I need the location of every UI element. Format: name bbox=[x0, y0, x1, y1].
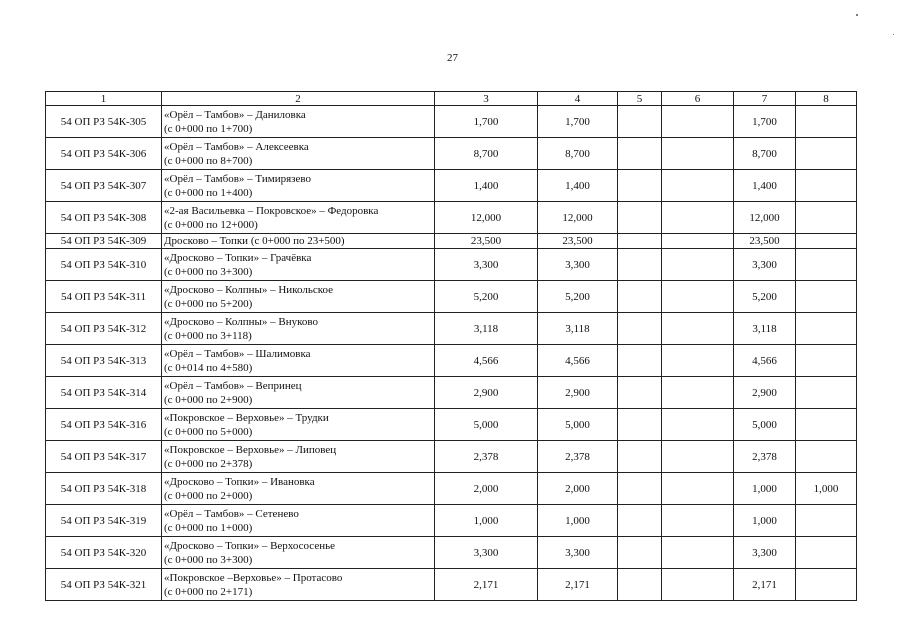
value-cell-c7: 2,378 bbox=[734, 441, 796, 473]
road-code-cell: 54 ОП РЗ 54К-306 bbox=[46, 138, 162, 170]
road-name-cell bbox=[162, 537, 435, 569]
page-number: 27 bbox=[447, 52, 458, 64]
road-name-cell bbox=[162, 313, 435, 345]
column-header: 4 bbox=[538, 92, 618, 106]
road-range-line: (с 0+000 по 1+000) bbox=[164, 521, 253, 534]
value-cell-c6 bbox=[662, 202, 734, 234]
road-name-cell bbox=[162, 441, 435, 473]
value-cell-c6 bbox=[662, 138, 734, 170]
value-cell-c3: 2,378 bbox=[435, 441, 538, 473]
value-cell-c7: 23,500 bbox=[734, 234, 796, 249]
road-name-line: Дросково – Топки (с 0+000 по 23+500) bbox=[164, 235, 345, 247]
value-cell-c5 bbox=[618, 281, 662, 313]
value-cell-c3: 12,000 bbox=[435, 202, 538, 234]
scan-speck bbox=[856, 14, 858, 16]
road-range-line: (с 0+000 по 12+000) bbox=[164, 218, 258, 231]
road-name-line: «2-ая Васильевка – Покровское» – Федоровка bbox=[164, 204, 379, 217]
value-cell-c3: 2,000 bbox=[435, 473, 538, 505]
road-name-cell bbox=[162, 106, 435, 138]
value-cell-c6 bbox=[662, 313, 734, 345]
table-row bbox=[46, 569, 857, 601]
road-name-line: «Дросково – Топки» – Верхососенье bbox=[164, 539, 335, 552]
value-cell-c3: 5,200 bbox=[435, 281, 538, 313]
value-cell-c6 bbox=[662, 249, 734, 281]
value-cell-c7: 1,000 bbox=[734, 505, 796, 537]
value-cell-c7: 8,700 bbox=[734, 138, 796, 170]
table-row bbox=[46, 345, 857, 377]
road-range-line: (с 0+000 по 8+700) bbox=[164, 154, 253, 167]
value-cell-c3: 4,566 bbox=[435, 345, 538, 377]
value-cell-c5 bbox=[618, 106, 662, 138]
road-name-cell bbox=[162, 234, 435, 249]
value-cell-c8 bbox=[796, 138, 857, 170]
column-header: 2 bbox=[162, 92, 435, 106]
value-cell-c4: 3,300 bbox=[538, 537, 618, 569]
value-cell-c3: 3,300 bbox=[435, 249, 538, 281]
road-code-cell: 54 ОП РЗ 54К-309 bbox=[46, 234, 162, 249]
road-name-line: «Орёл – Тамбов» – Алексеевка bbox=[164, 140, 309, 153]
value-cell-c6 bbox=[662, 569, 734, 601]
road-code-cell: 54 ОП РЗ 54К-312 bbox=[46, 313, 162, 345]
roads-table bbox=[45, 91, 857, 601]
value-cell-c4: 1,400 bbox=[538, 170, 618, 202]
header-row bbox=[46, 92, 857, 106]
value-cell-c4: 2,378 bbox=[538, 441, 618, 473]
value-cell-c8 bbox=[796, 409, 857, 441]
road-name-line: «Дросково – Топки» – Ивановка bbox=[164, 475, 315, 488]
value-cell-c8 bbox=[796, 234, 857, 249]
road-name-line: «Орёл – Тамбов» – Тимирязево bbox=[164, 172, 311, 185]
value-cell-c3: 8,700 bbox=[435, 138, 538, 170]
table-row bbox=[46, 313, 857, 345]
road-range-line: (с 0+000 по 3+118) bbox=[164, 329, 252, 342]
table-row bbox=[46, 473, 857, 505]
value-cell-c6 bbox=[662, 409, 734, 441]
value-cell-c5 bbox=[618, 170, 662, 202]
road-range-line: (с 0+000 по 2+900) bbox=[164, 393, 253, 406]
value-cell-c6 bbox=[662, 377, 734, 409]
value-cell-c3: 3,300 bbox=[435, 537, 538, 569]
road-name-cell bbox=[162, 569, 435, 601]
column-header: 1 bbox=[46, 92, 162, 106]
column-header: 7 bbox=[734, 92, 796, 106]
road-range-line: (с 0+000 по 2+000) bbox=[164, 489, 253, 502]
value-cell-c4: 3,300 bbox=[538, 249, 618, 281]
value-cell-c5 bbox=[618, 505, 662, 537]
value-cell-c5 bbox=[618, 569, 662, 601]
value-cell-c4: 3,118 bbox=[538, 313, 618, 345]
road-name-line: «Орёл – Тамбов» – Шалимовка bbox=[164, 347, 311, 360]
road-code-cell: 54 ОП РЗ 54К-317 bbox=[46, 441, 162, 473]
value-cell-c3: 1,000 bbox=[435, 505, 538, 537]
value-cell-c5 bbox=[618, 202, 662, 234]
value-cell-c8 bbox=[796, 377, 857, 409]
value-cell-c6 bbox=[662, 473, 734, 505]
road-range-line: (с 0+014 по 4+580) bbox=[164, 361, 253, 374]
road-name-line: «Покровское – Верховье» – Трудки bbox=[164, 411, 329, 424]
value-cell-c7: 1,000 bbox=[734, 473, 796, 505]
column-header: 3 bbox=[435, 92, 538, 106]
road-name-line: «Орёл – Тамбов» – Вепринец bbox=[164, 379, 302, 392]
value-cell-c8 bbox=[796, 313, 857, 345]
road-range-line: (с 0+000 по 3+300) bbox=[164, 553, 253, 566]
value-cell-c8 bbox=[796, 202, 857, 234]
value-cell-c8 bbox=[796, 441, 857, 473]
road-code-cell: 54 ОП РЗ 54К-310 bbox=[46, 249, 162, 281]
value-cell-c8 bbox=[796, 249, 857, 281]
road-code-cell: 54 ОП РЗ 54К-320 bbox=[46, 537, 162, 569]
value-cell-c4: 2,900 bbox=[538, 377, 618, 409]
value-cell-c4: 5,000 bbox=[538, 409, 618, 441]
road-code-cell: 54 ОП РЗ 54К-305 bbox=[46, 106, 162, 138]
value-cell-c3: 2,900 bbox=[435, 377, 538, 409]
table-row bbox=[46, 505, 857, 537]
road-name-line: «Покровское – Верховье» – Липовец bbox=[164, 443, 337, 456]
column-header: 8 bbox=[796, 92, 857, 106]
road-name-cell bbox=[162, 505, 435, 537]
road-range-line: (с 0+000 по 1+400) bbox=[164, 186, 253, 199]
value-cell-c4: 23,500 bbox=[538, 234, 618, 249]
value-cell-c8 bbox=[796, 106, 857, 138]
value-cell-c6 bbox=[662, 537, 734, 569]
table-row bbox=[46, 170, 857, 202]
value-cell-c5 bbox=[618, 345, 662, 377]
value-cell-c6 bbox=[662, 441, 734, 473]
value-cell-c6 bbox=[662, 505, 734, 537]
value-cell-c4: 2,000 bbox=[538, 473, 618, 505]
value-cell-c4: 4,566 bbox=[538, 345, 618, 377]
value-cell-c4: 8,700 bbox=[538, 138, 618, 170]
value-cell-c5 bbox=[618, 377, 662, 409]
value-cell-c5 bbox=[618, 234, 662, 249]
road-range-line: (с 0+000 по 2+171) bbox=[164, 585, 253, 598]
value-cell-c4: 5,200 bbox=[538, 281, 618, 313]
table-row bbox=[46, 537, 857, 569]
value-cell-c5 bbox=[618, 537, 662, 569]
table-row bbox=[46, 377, 857, 409]
road-name-line: «Дросково – Топки» – Грачёвка bbox=[164, 251, 312, 264]
value-cell-c7: 1,700 bbox=[734, 106, 796, 138]
road-range-line: (с 0+000 по 5+200) bbox=[164, 297, 253, 310]
road-code-cell: 54 ОП РЗ 54К-319 bbox=[46, 505, 162, 537]
table-row bbox=[46, 202, 857, 234]
road-range-line: (с 0+000 по 3+300) bbox=[164, 265, 253, 278]
column-header: 5 bbox=[618, 92, 662, 106]
road-code-cell: 54 ОП РЗ 54К-316 bbox=[46, 409, 162, 441]
road-name-cell bbox=[162, 377, 435, 409]
value-cell-c3: 1,400 bbox=[435, 170, 538, 202]
value-cell-c4: 2,171 bbox=[538, 569, 618, 601]
table-row bbox=[46, 441, 857, 473]
value-cell-c7: 3,300 bbox=[734, 537, 796, 569]
road-name-cell bbox=[162, 409, 435, 441]
value-cell-c6 bbox=[662, 345, 734, 377]
road-range-line: (с 0+000 по 5+000) bbox=[164, 425, 253, 438]
value-cell-c5 bbox=[618, 441, 662, 473]
value-cell-c8 bbox=[796, 537, 857, 569]
value-cell-c7: 3,300 bbox=[734, 249, 796, 281]
road-code-cell: 54 ОП РЗ 54К-311 bbox=[46, 281, 162, 313]
value-cell-c7: 5,000 bbox=[734, 409, 796, 441]
road-name-line: «Орёл – Тамбов» – Сетенево bbox=[164, 507, 299, 520]
value-cell-c8 bbox=[796, 345, 857, 377]
road-name-line: «Дросково – Колпны» – Никольское bbox=[164, 283, 334, 296]
value-cell-c6 bbox=[662, 281, 734, 313]
road-range-line: (с 0+000 по 2+378) bbox=[164, 457, 253, 470]
road-name-cell bbox=[162, 249, 435, 281]
road-name-cell bbox=[162, 170, 435, 202]
value-cell-c6 bbox=[662, 234, 734, 249]
road-code-cell: 54 ОП РЗ 54К-307 bbox=[46, 170, 162, 202]
road-code-cell: 54 ОП РЗ 54К-314 bbox=[46, 377, 162, 409]
road-name-line: «Дросково – Колпны» – Внуково bbox=[164, 315, 318, 328]
road-code-cell: 54 ОП РЗ 54К-321 bbox=[46, 569, 162, 601]
table-row bbox=[46, 234, 857, 249]
value-cell-c7: 12,000 bbox=[734, 202, 796, 234]
value-cell-c3: 5,000 bbox=[435, 409, 538, 441]
table-row bbox=[46, 409, 857, 441]
table-row bbox=[46, 138, 857, 170]
value-cell-c5 bbox=[618, 138, 662, 170]
value-cell-c3: 1,700 bbox=[435, 106, 538, 138]
road-name-cell bbox=[162, 473, 435, 505]
value-cell-c5 bbox=[618, 473, 662, 505]
road-code-cell: 54 ОП РЗ 54К-308 bbox=[46, 202, 162, 234]
road-code-cell: 54 ОП РЗ 54К-318 bbox=[46, 473, 162, 505]
value-cell-c8 bbox=[796, 170, 857, 202]
value-cell-c4: 12,000 bbox=[538, 202, 618, 234]
table-row bbox=[46, 106, 857, 138]
value-cell-c5 bbox=[618, 409, 662, 441]
value-cell-c3: 2,171 bbox=[435, 569, 538, 601]
value-cell-c7: 2,171 bbox=[734, 569, 796, 601]
value-cell-c5 bbox=[618, 249, 662, 281]
value-cell-c8: 1,000 bbox=[796, 473, 857, 505]
value-cell-c7: 4,566 bbox=[734, 345, 796, 377]
value-cell-c3: 23,500 bbox=[435, 234, 538, 249]
value-cell-c5 bbox=[618, 313, 662, 345]
road-name-cell bbox=[162, 138, 435, 170]
table-body bbox=[46, 106, 857, 601]
road-range-line: (с 0+000 по 1+700) bbox=[164, 122, 253, 135]
road-name-cell bbox=[162, 281, 435, 313]
road-name-cell bbox=[162, 202, 435, 234]
table-row bbox=[46, 249, 857, 281]
road-code-cell: 54 ОП РЗ 54К-313 bbox=[46, 345, 162, 377]
value-cell-c7: 5,200 bbox=[734, 281, 796, 313]
value-cell-c7: 3,118 bbox=[734, 313, 796, 345]
value-cell-c8 bbox=[796, 505, 857, 537]
value-cell-c4: 1,700 bbox=[538, 106, 618, 138]
table-row bbox=[46, 281, 857, 313]
value-cell-c4: 1,000 bbox=[538, 505, 618, 537]
scan-speck bbox=[893, 34, 894, 35]
value-cell-c6 bbox=[662, 106, 734, 138]
road-name-line: «Орёл – Тамбов» – Даниловка bbox=[164, 108, 306, 121]
column-header: 6 bbox=[662, 92, 734, 106]
value-cell-c7: 2,900 bbox=[734, 377, 796, 409]
value-cell-c6 bbox=[662, 170, 734, 202]
value-cell-c8 bbox=[796, 281, 857, 313]
value-cell-c8 bbox=[796, 569, 857, 601]
value-cell-c3: 3,118 bbox=[435, 313, 538, 345]
road-name-line: «Покровское –Верховье» – Протасово bbox=[164, 571, 343, 584]
road-name-cell bbox=[162, 345, 435, 377]
value-cell-c7: 1,400 bbox=[734, 170, 796, 202]
